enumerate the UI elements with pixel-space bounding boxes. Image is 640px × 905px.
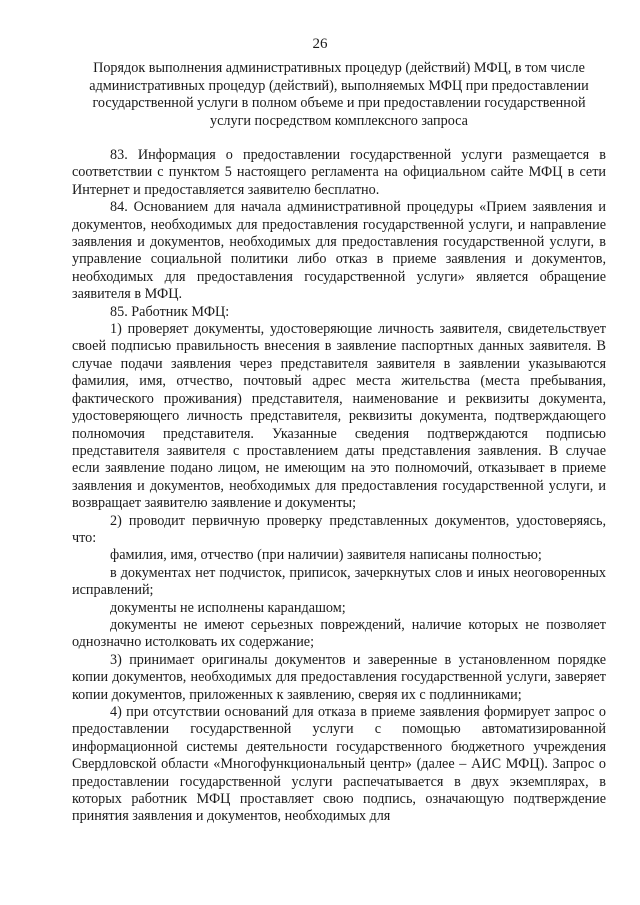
- paragraph-84: 84. Основанием для начала административной процедуры «Прием заявления и документов, необходимых для предоставления государственной услуги, и направление заявления и документов, необходимых для предоставления государственной услуги, в управление социальной политики либо отказ в приеме заявления и документов, необходимых для предоставления государственной услуги» является обращение заявителя в МФЦ.: [72, 199, 606, 303]
- sub-item-no-erasures: в документах нет подчисток, приписок, зачеркнутых слов и иных неоговоренных исправлений;: [72, 564, 606, 599]
- section-heading: Порядок выполнения административных процедур (действий) МФЦ, в том числе административных процедур (действий), выполняемых МФЦ при предоставлении государственной услуги в полном объеме и при предоставлении государственной услуги посредством комплексного запроса: [89, 60, 589, 129]
- list-item-1: 1) проверяет документы, удостоверяющие личность заявителя, свидетельствует своей подписью правильность внесения в заявление паспортных данных заявителя. В случае подачи заявления через представителя заявителя в заявлении указываются фамилия, имя, отчество, почтовый адрес места жительства (места пребывания, фактического проживания) представителя, наименование и реквизиты документа, удостоверяющего личность представителя, реквизиты документа, подтверждающего полномочия представителя. Указанные сведения подтверждаются подписью представителя заявителя с проставлением даты представления заявления. В случае если заявление подано лицом, не имеющим на это полномочий, отказывает в приеме заявления и документов, необходимых для предоставления государственной услуги, и возвращает заявителю заявление и документы;: [72, 321, 606, 512]
- sub-item-name: фамилия, имя, отчество (при наличии) заявителя написаны полностью;: [110, 547, 542, 564]
- sub-item-no-damage: документы не имеют серьезных повреждений, наличие которых не позволяет однозначно истолковать их содержание;: [72, 616, 606, 651]
- paragraph-83: 83. Информация о предоставлении государственной услуги размещается в соответствии с пунктом 5 настоящего регламента на официальном сайте МФЦ в сети Интернет и предоставляется заявителю бесплатно.: [72, 147, 606, 198]
- list-item-2: 2) проводит первичную проверку представленных документов, удостоверяясь, что:: [72, 512, 606, 546]
- list-item-4: 4) при отсутствии оснований для отказа в приеме заявления формирует запрос о предоставлении государственной услуги с помощью автоматизированной информационной системы деятельности государственного бюджетного учреждения Свердловской области «Многофункциональный центр» (далее – АИС МФЦ). Запрос о предоставлении государственной услуги распечатывается в двух экземплярах, в которых работник МФЦ проставляет свою подпись, означающую подтверждение принятия заявления и документов, необходимых для: [72, 704, 606, 825]
- document-body: [72, 147, 606, 826]
- list-item-3: 3) принимает оригиналы документов и заверенные в установленном порядке копии документов, необходимых для предоставления государственной услуги, заверяет копии документов, приложенных к заявлению, сверяя их с подлинниками;: [72, 651, 606, 703]
- sub-item-no-pencil: документы не исполнены карандашом;: [110, 599, 346, 616]
- paragraph-85: 85. Работник МФЦ:: [110, 303, 230, 320]
- page-number: 26: [312, 36, 328, 52]
